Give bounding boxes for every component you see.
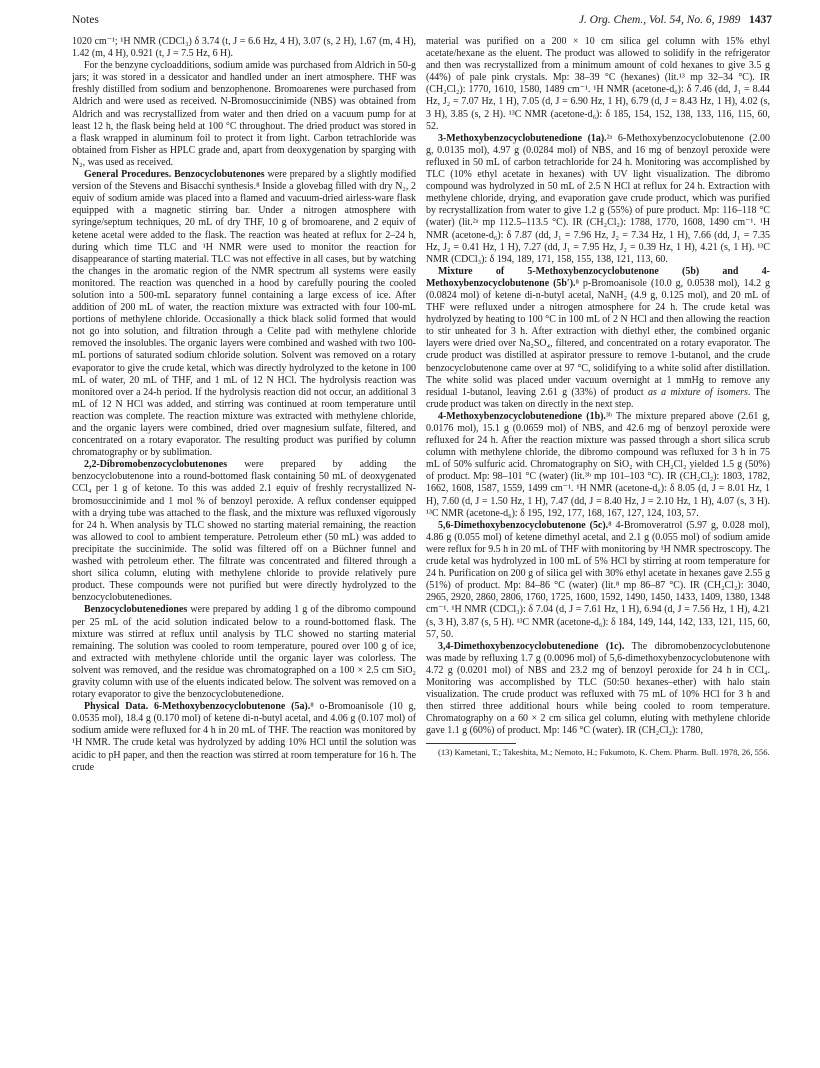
paragraph-heading: 2,2-Dibromobenzocyclobutenones: [84, 459, 228, 471]
paragraph-heading: 4-Methoxybenzocyclobutenedione (1b).: [438, 410, 606, 422]
paragraph: [426, 133, 770, 266]
journal-volume: Vol. 54,: [649, 14, 684, 26]
paragraph: [426, 520, 770, 641]
paragraph-text: were prepared by adding 1 g of the dibromo compound per 25 mL of the acid solution indicated below to a round-bottomed flask. The mixture was stirred at reflux until analysis by TLC showed no starting material remaining. The solution was cooled to room temperature, poured over 100 g of ice, and extracted with methylene chloride until the organic layer was colorless. The solvent was removed, and the residue was chromatographed on a 100 × 2.5 cm SiO₂ gravity column with use of the eluents indicated below. The solvent was removed on a rotary evaporator to give the benzocyclobutenedione.: [72, 604, 416, 701]
page-header: [72, 14, 772, 34]
paragraph-heading: Physical Data. 6-Methoxybenzocyclobutenone (5a).: [84, 701, 311, 713]
paragraph: [426, 36, 770, 133]
paragraph-heading: 3,4-Dimethoxybenzocyclobutenedione (1c).: [438, 640, 625, 652]
paragraph-text: 1020 cm⁻¹; ¹H NMR (CDCl₃) δ 3.74 (t, J = 6.6 Hz, 4 H), 3.07 (s, 2 H), 1.67 (m, 4 H), 1.42 (m, 4 H), 0.921 (t, J = 7.5 Hz, 6 H).: [72, 36, 416, 60]
paragraph: [72, 459, 416, 604]
footnote-rule: [426, 743, 516, 744]
right-column: [426, 36, 770, 1056]
paragraph-text: material was purified on a 200 × 10 cm silica gel column with 15% ethyl acetate/hexane as the eluent. The product was allowed to solidify in the refrigerator and then was recrystallized from a minimum amount of cold hexanes to give 3.5 g (44%) of pale pink crystals. Mp: 38–39 °C (hexanes) (lit.¹³ mp 32–34 °C). IR (CH₂Cl₂): 1770, 1610, 1580, 1489 cm⁻¹. ¹H NMR (acetone-d₆): δ 7.46 (dd, J₁ = 8.44 Hz, J₂ = 7.07 Hz, 1 H), 7.05 (d, J = 6.90 Hz, 1 H), 6.79 (d, J = 8.43 Hz, 1 H), 4.02 (s, 3 H), 3.85 (s, 2 H). ¹³C NMR (acetone-d₆): δ 185, 154, 152, 138, 133, 116, 115, 60, 52.: [426, 36, 770, 132]
paragraph-text: ⁸ 4-Bromoveratrol (5.97 g, 0.028 mol), 4.86 g (0.055 mol) of ketene dimethyl acetal, and 2.1 g (0.055 mol) of sodium amide were reflux for 9.5 h in 20 mL of THF with monitoring by ¹H NMR spectroscopy. The crude ketal was hydrolyzed in 100 mL of 5% HCl by stirring at room temperature for 24 h. Purification on 200 g of silica gel with 30% ethyl acetate in hexanes gave 2.55 g (51%) of product. Mp: 84–86 °C (water) (lit.⁸ mp 86–87 °C). IR (CH₂Cl₂): 3040, 2965, 2920, 2860, 2806, 1760, 1725, 1600, 1592, 1490, 1450, 1433, 1409, 1380, 1348 cm⁻¹. ¹H NMR (CDCl₃): δ 7.04 (d, J = 7.61 Hz, 1 H), 6.94 (d, J = 7.56 Hz, 1 H), 4.21 (s, 3 H), 3.87 (s, 5 H). ¹³C NMR (acetone-d₆): δ 184, 149, 144, 142, 133, 121, 115, 60, 57, 50.: [426, 519, 770, 640]
paragraph-text: were prepared by a slightly modified version of the Stevens and Bisacchi synthesis.⁸ Inside a glovebag filled with dry N₂, 2 equiv of sodium amide was placed into a flamed and vacuum-dried airless-ware flask equipped with a magnetic stirring bar. Under a nitrogen atmosphere with syringe/septum techniques, 20 mL of dry THF, 10 g of bromoarene, and 2 equiv of ketene acetal were added to the flask. The reaction was heated at reflux for 2–24 h, during which time TLC and ¹H NMR were used to monitor the reaction for disappearance of starting material. TLC was not effective in all cases, but by watching the changes in the aromatic region of the NMR spectrum all systems were easily monitored. The reaction was quenched in a hood by carefully pouring the cooled solution into a 500-mL separatory funnel containing a large excess of ice. After addition of 200 mL of water, the reaction mixture was extracted with four 100-mL portions of methylene chloride. Occasionally a thick black solid formed that would not go into solution, and filtration through a Celite pad with methylene chloride removed the insolubles. The organic layers were combined and washed with two 100-mL portions of saturated sodium chloride solution. Solvent was removed on a rotary evaporator to give the crude ketal, which was directly hydrolyzed to the ketone in 100 mL of water, 20 mL of THF, and 1 mL of 12 N HCl. The hydrolysis reaction was monitored over a 24-h period. If the hydrolysis reaction did not occur, an additional 3 mL of 12 N HCl was added, and stirring was continued at room temperature until reaction was complete. The reaction mixture was extracted with methylene chloride, and the organic layers were combined, dried over magnesium sulfate, filtered, and concentrated on a rotary evaporator. The resulting product was purified by column chromatography or by sublimation.: [72, 169, 416, 459]
footnote: (13) Kametani, T.; Takeshita, M.; Nemoto, H.; Fukumoto, K. Chem. Pharm. Bull. 1978, 26, 556.: [438, 747, 770, 758]
left-column: [72, 36, 416, 1056]
paragraph-heading: General Procedures. Benzocyclobutenones: [84, 169, 265, 181]
paragraph-text: ²ᵃ 6-Methoxybenzocyclobutenone (2.00 g, 0.0135 mol), 4.97 g (0.0284 mol) of NBS, and 16 mg of benzoyl peroxide were refluxed in 50 mL of carbon tetrachloride for 24 h. Monitoring was accomplished by TLC (10% ethyl acetate in hexanes) with UV light visualization. The dibromo compound was hydrolyzed in 50 mL of 2.5 N HCl at reflux for 24 h. Extraction with methylene chloride, drying, and evaporation gave crude product, which was purified by recrystallization from water to give 1.2 g (55%) of pure product. Mp: 116–118 °C (water) (lit.²ᵃ mp 112.5–113.5 °C). IR (CH₂Cl₂): 1788, 1770, 1608, 1490 cm⁻¹. ¹H NMR (acetone-d₆): δ 7.87 (dd, J₁ = 7.96 Hz, J₂ = 7.34 Hz, 1 H), 7.66 (dd, J₁ = 7.35 Hz, J₂ = 0.41 Hz, 1 H), 7.27 (dd, J₁ = 7.95 Hz, J₂ = 0.39 Hz, 1 H), 4.21 (s, 1 H). ¹³C NMR (CDCl₃): δ 194, 189, 171, 158, 155, 138, 121, 113, 60.: [426, 132, 770, 265]
paragraph-text: The dibromobenzocyclobutenone was made by refluxing 1.7 g (0.0096 mol) of 5,6-dimethoxybenzocyclobutenone with 4.72 g (0.0201 mol) of NBS and 23.2 mg of benzoyl peroxide for 24 h in CCl₄. Monitoring was accomplished by TLC (50:50 hexanes–ether) with halo stain visualization. The crude product was refluxed with 75 mL of 10% HCl for 3 h and then stirred three additional hours while being cooled to room temperature. Chromatography on a 60 × 2 cm silica gel column, eluting with methylene chloride gave 1.1 g (60%) of product. Mp: 146 °C (water). IR (CH₂Cl₂): 1780,: [426, 640, 770, 737]
paragraph-text: . The crude product was taken on directly in the next step.: [426, 386, 770, 410]
paragraph-text: as a mixture of isomers: [647, 386, 748, 398]
paragraph-heading: 3-Methoxybenzocyclobutenedione (1a).: [438, 132, 607, 144]
section-name: Notes: [72, 14, 99, 26]
paragraph: [426, 641, 770, 738]
paragraph-heading: Mixture of 5-Methoxybenzocyclobutenone (5b) and 4-Methoxybenzocyclobutenone (5b′).: [426, 265, 770, 289]
paragraph: [72, 60, 416, 169]
paragraph-text: For the benzyne cycloadditions, sodium amide was purchased from Aldrich in 50-g jars; it was stored in a dessicator and handled under an inert atmosphere. THF was freshly distilled from sodium and benzophenone. Bromoarenes were purchased from Aldrich and were used as received. N-Bromosuccinimide (NBS) was obtained from Aldrich and was recrystallized from water and then dried on a vacuum pump for at least 12 h, the flask being held at 100 °C throughout. The dried product was stored in a flask wrapped in aluminum foil to protect it from light. Carbon tetrachloride was obtained from Fisher as HPLC grade and, apart from deoxygenation by sparging with N₂, was used as received.: [72, 60, 416, 168]
paragraph: [72, 604, 416, 701]
running-head: [579, 14, 772, 26]
paragraph-heading: 5,6-Dimethoxybenzocyclobutenone (5c).: [438, 519, 609, 531]
paragraph: [426, 266, 770, 411]
paragraph: [72, 36, 416, 60]
paragraph-heading: Benzocyclobutenediones: [84, 604, 188, 616]
page-number: 1437: [749, 14, 772, 26]
paragraph: [72, 701, 416, 774]
journal-issue: No. 6, 1989: [686, 14, 741, 26]
paragraph-text: were prepared by adding the benzocyclobutenone into a round-bottomed flask containing 50 mL of deoxygenated CCl₄ per 1 g of ketone. To this was added 2.1 equiv of freshly recrystallized N-bromosuccinimide and 1 mol % of benzoyl peroxide. A reflux condenser equipped with a drying tube was attached to the flask, and the mixture was refluxed vigorously for 24 h. When analysis by TLC showed no starting material remaining, the reaction was allowed to cool to ambient temperature. Petroleum ether (50 mL) was added to precipitate the succinimide. The solid was filtered off on a Büchner funnel and washed with petroleum ether. The filtrate was concentrated and filtered through a short silica column, eluting with methylene chloride to provide relatively pure product. These compounds were not purified but were directly hydrolyzed to the benzocyclobutenediones.: [72, 459, 416, 604]
paragraph: [72, 169, 416, 459]
right-column-body: [426, 36, 770, 737]
paragraph: [426, 411, 770, 520]
paragraph-text: ³ᵇ The mixture prepared above (2.61 g, 0.0176 mol), 15.1 g (0.0659 mol) of NBS, and 42.6 mg of benzoyl peroxide were refluxed for 24 h. After the reaction mixture was passed through a short silica scrub column with methylene chloride, the dibromo compound was refluxed for 3 h in 75 mL of 50% sulfuric acid. Chromatography on SiO₂ with CH₂Cl₂ yielded 1.5 g (50%) of product. Mp: 98–101 °C (water) (lit.³ᵇ mp 101–103 °C). IR (CH₂Cl₂): 1803, 1782, 1662, 1608, 1587, 1559, 1499 cm⁻¹. ¹H NMR (acetone-d₆): δ 8.05 (d, J = 8.01 Hz, 1 H), 7.60 (d, J = 1.50 Hz, 1 H), 7.47 (dd, J = 8.40 Hz, J = 2.10 Hz, 1 H), 4.07 (s, 3 H). ¹³C NMR (acetone-d₆): δ 195, 192, 177, 168, 167, 127, 124, 103, 57.: [426, 410, 770, 519]
journal-name: J. Org. Chem.,: [578, 14, 647, 26]
paragraph-text: ⁸ o-Bromoanisole (10 g, 0.0535 mol), 18.4 g (0.170 mol) of ketene di-n-butyl acetal, and 4.06 g (0.107 mol) of sodium amide were refluxed for 4 h in 20 mL of THF. The reaction was monitored by ¹H NMR. The crude ketal was hydrolyzed by adding 10% HCl until the solution was acidic to pH paper, and then the reaction was stirred at room temperature for 16 h. The crude: [72, 701, 416, 773]
paragraph-text: ⁸ p-Bromoanisole (10.0 g, 0.0538 mol), 14.2 g (0.0824 mol) of ketene di-n-butyl acetal, NaNH₂ (4.9 g, 0.125 mol), and 20 mL of THF were refluxed under a nitrogen atmosphere for 24 h. The crude ketal was hydrolyzed by heating to 100 °C in 100 mL of 2 N HCl and then allowing the reaction to stir unheated for 3 h. After extraction with diethyl ether, the combined organic layers were dried over Na₂SO₄, filtered, and concentrated on a rotary evaporator. The crude product was distilled at aspirator pressure to remove 1-butanol, and the crude benzocyclobutenone came over at 97 °C, solidifying to a white solid after distillation. The white solid was placed under vacuum overnight at 1 mmHg to remove any residual 1-butanol, leaving 2.61 g (33%) of product: [426, 277, 770, 398]
